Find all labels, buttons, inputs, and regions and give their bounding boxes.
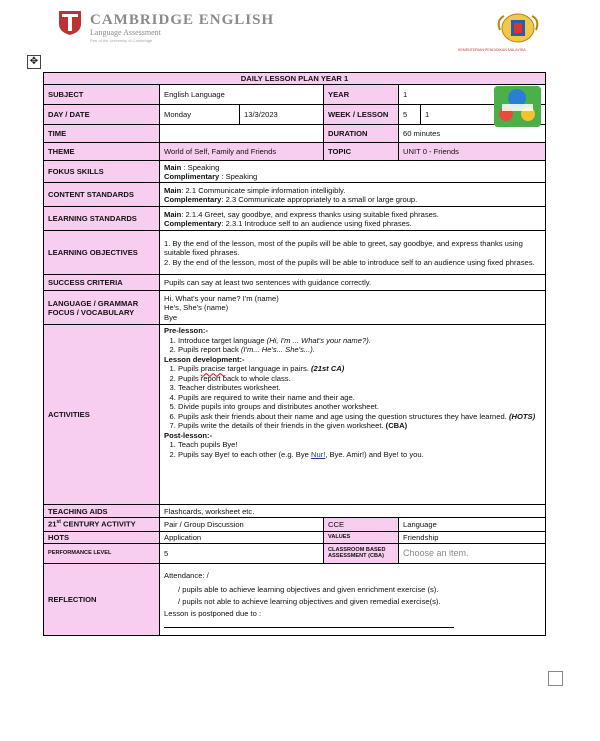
- post-2c: , Bye. Amir!) and Bye! to you.: [325, 449, 424, 459]
- subject-row: [44, 85, 546, 105]
- values-value[interactable]: Friendship: [399, 531, 546, 543]
- cce-value[interactable]: Language: [399, 518, 546, 531]
- brand-title: CAMBRIDGE ENGLISH: [90, 12, 275, 28]
- teaching-aids-label: TEACHING AIDS: [44, 505, 160, 518]
- focus-main: : Speaking: [181, 162, 220, 172]
- title-row: [44, 73, 546, 85]
- success-row: [44, 275, 546, 291]
- move-handle-icon[interactable]: ✥: [27, 55, 41, 69]
- day-row: [44, 105, 546, 125]
- dev-1a: Pupils: [178, 364, 201, 374]
- dev-6a: Pupils ask their friends about their name and age using the question structures they have learned.: [178, 411, 509, 421]
- brand-subtitle: Language Assessment: [90, 28, 161, 37]
- theme-label: THEME: [44, 143, 160, 161]
- content-standards-value[interactable]: [160, 183, 546, 207]
- cba-dropdown[interactable]: Choose an item.: [399, 543, 546, 563]
- topic-label: TOPIC: [324, 143, 399, 161]
- activities-label: ACTIVITIES: [44, 325, 160, 505]
- dev-1-tag: (21st CA): [310, 364, 345, 374]
- list-item: [178, 336, 541, 345]
- cs-comp-key: Complementary: [164, 194, 222, 204]
- lesson-value[interactable]: 1: [421, 105, 546, 125]
- subject-label: SUBJECT: [44, 85, 160, 105]
- ministry-name: KEMENTERIAN PENDIDIKAN MALAYSIA: [458, 48, 526, 52]
- list-item: [178, 364, 541, 373]
- theme-row: [44, 143, 546, 161]
- reflection-line-1: / pupils able to achieve learning objectives and given enrichment exercise (s).: [178, 584, 439, 594]
- century-value[interactable]: Pair / Group Discussion: [160, 518, 324, 531]
- century-label: [44, 518, 160, 531]
- learning-standards-label: LEARNING STANDARDS: [44, 207, 160, 231]
- time-value[interactable]: [160, 125, 324, 143]
- cs-main: : 2.1 Communicate simple information intelligibly.: [181, 185, 346, 195]
- topic-value[interactable]: UNIT 0 - Friends: [399, 143, 546, 161]
- resize-handle-icon[interactable]: [548, 671, 563, 686]
- content-standards-row: [44, 183, 546, 207]
- lesson-plan-table: [43, 72, 546, 636]
- century-row: [44, 518, 546, 531]
- language-row: [44, 291, 546, 325]
- focus-comp: : Speaking: [219, 171, 258, 181]
- focus-value[interactable]: [160, 161, 546, 183]
- language-line-3: Bye: [164, 312, 178, 322]
- focus-row: [44, 161, 546, 183]
- date-value[interactable]: 13/3/2023: [240, 105, 324, 125]
- cce-label: CCE: [324, 518, 399, 531]
- objective-1: 1. By the end of the lesson, most of the pupils will be able to greet, say goodbye, and express thanks using suitable fixed phrases.: [164, 238, 523, 258]
- performance-value[interactable]: 5: [160, 543, 324, 563]
- values-label: VALUES: [324, 531, 399, 543]
- focus-comp-key: Complimentary: [164, 171, 220, 181]
- objectives-label: LEARNING OBJECTIVES: [44, 231, 160, 275]
- success-label: SUCCESS CRITERIA: [44, 275, 160, 291]
- list-item: [178, 345, 541, 354]
- list-item: 1. Teach pupils Bye!: [178, 440, 541, 449]
- hots-label: HOTS: [44, 531, 160, 543]
- subject-value[interactable]: English Language: [160, 85, 324, 105]
- pre-1-text: Introduce target language: [178, 335, 267, 345]
- list-item: [178, 450, 541, 459]
- performance-label: PERFORMANCE LEVEL: [44, 543, 160, 563]
- list-item: [178, 412, 541, 421]
- ministry-crest-icon: [478, 10, 558, 50]
- language-value[interactable]: [160, 291, 546, 325]
- activities-value[interactable]: [160, 325, 546, 505]
- super-minds-logo-icon: [494, 86, 541, 127]
- plan-title: DAILY LESSON PLAN YEAR 1: [44, 73, 546, 85]
- century-sup: st: [56, 519, 61, 526]
- century-num: 21: [48, 520, 57, 530]
- pre-2-text: Pupils report back: [178, 345, 241, 355]
- cba-label: CLASSROOM BASED ASSESSMENT (CBA): [324, 543, 399, 563]
- hots-value[interactable]: Application: [160, 531, 324, 543]
- time-label: TIME: [44, 125, 160, 143]
- learning-standards-value[interactable]: [160, 207, 546, 231]
- focus-label: FOKUS SKILLS: [44, 161, 160, 183]
- theme-value[interactable]: World of Self, Family and Friends: [160, 143, 324, 161]
- postponed-line: Lesson is postponed due to :: [164, 609, 262, 619]
- content-standards-label: CONTENT STANDARDS: [44, 183, 160, 207]
- list-item: 2. Pupils report back to whole class.: [178, 374, 541, 383]
- teaching-aids-value[interactable]: Flashcards, worksheet etc.: [160, 505, 546, 518]
- language-label: LANGUAGE / GRAMMAR FOCUS / VOCABULARY: [44, 291, 160, 325]
- post-2-underlined: Nur!: [310, 449, 326, 459]
- dev-1c: target language in pairs.: [225, 364, 311, 374]
- development-heading: Lesson development:-: [164, 354, 245, 364]
- list-item: 5. Divide pupils into groups and distributes another worksheet.: [178, 402, 541, 411]
- post-2a: Pupils say Bye! to each other (e.g. Bye: [178, 449, 311, 459]
- objectives-row: [44, 231, 546, 275]
- objectives-value[interactable]: [160, 231, 546, 275]
- learning-standards-row: [44, 207, 546, 231]
- objective-2: 2. By the end of the lesson, most of the pupils will be able to introduce self to an audience using fixed phrases.: [164, 257, 535, 267]
- ls-comp: : 2.3.1 Introduce self to an audience using fixed phrases.: [221, 218, 412, 228]
- list-item: [178, 421, 541, 430]
- dev-7a: Pupils write the details of their friends in the given worksheet.: [178, 421, 386, 431]
- duration-label: DURATION: [324, 125, 399, 143]
- ls-comp-key: Complementary: [164, 218, 222, 228]
- postponed-underline: [164, 619, 454, 628]
- language-line-2: He's, She's (name): [164, 303, 229, 313]
- language-line-1: Hi. What's your name? I'm (name): [164, 293, 279, 303]
- pre-1-italic: (Hi, I'm ... What's your name?).: [266, 335, 371, 345]
- week-value[interactable]: 5: [399, 105, 421, 125]
- pre-lesson-heading: Pre-lesson:-: [164, 326, 208, 336]
- ls-main-key: Main: [164, 209, 182, 219]
- day-label: DAY / DATE: [44, 105, 160, 125]
- cambridge-crest-icon: [58, 10, 82, 36]
- activities-row: [44, 325, 546, 505]
- list-item: 4. Pupils are required to write their name and their age.: [178, 393, 541, 402]
- duration-value[interactable]: 60 minutes: [399, 125, 546, 143]
- century-rest: CENTURY ACTIVITY: [60, 520, 136, 530]
- attendance-line: Attendance: /: [164, 571, 209, 581]
- post-lesson-list: [164, 440, 541, 459]
- ls-main: : 2.1.4 Greet, say goodbye, and express thanks using suitable fixed phrases.: [181, 209, 439, 219]
- year-value[interactable]: 1: [403, 90, 408, 100]
- page-header: [58, 10, 558, 50]
- reflection-label: REFLECTION: [44, 563, 160, 635]
- post-lesson-heading: Post-lesson:-: [164, 430, 213, 440]
- dev-1-misspelled: pracise: [200, 364, 226, 374]
- cs-main-key: Main: [164, 185, 182, 195]
- teaching-aids-row: [44, 505, 546, 518]
- reflection-line-2: / pupils not able to achieve learning objectives and given remedial exercise(s).: [178, 596, 441, 606]
- focus-main-key: Main: [164, 162, 182, 172]
- dev-7-tag: (CBA): [385, 421, 408, 431]
- day-value[interactable]: Monday: [160, 105, 240, 125]
- cs-comp: : 2.3 Communicate appropriately to a small or large group.: [221, 194, 418, 204]
- year-label: YEAR: [324, 85, 399, 105]
- dev-6-tag: (HOTS): [508, 411, 536, 421]
- pre-lesson-list: [164, 336, 541, 355]
- hots-row: [44, 531, 546, 543]
- time-row: [44, 125, 546, 143]
- reflection-row: [44, 563, 546, 635]
- brand-subtitle-2: Part of the University of Cambridge: [90, 38, 153, 43]
- success-value[interactable]: Pupils can say at least two sentences with guidance correctly.: [160, 275, 546, 291]
- list-item: 3. Teacher distributes worksheet.: [178, 383, 541, 392]
- performance-row: [44, 543, 546, 563]
- development-list: [164, 364, 541, 430]
- reflection-value[interactable]: [160, 563, 546, 635]
- pre-2-italic: (I'm... He's... She's...).: [240, 345, 315, 355]
- week-label: WEEK / LESSON: [324, 105, 399, 125]
